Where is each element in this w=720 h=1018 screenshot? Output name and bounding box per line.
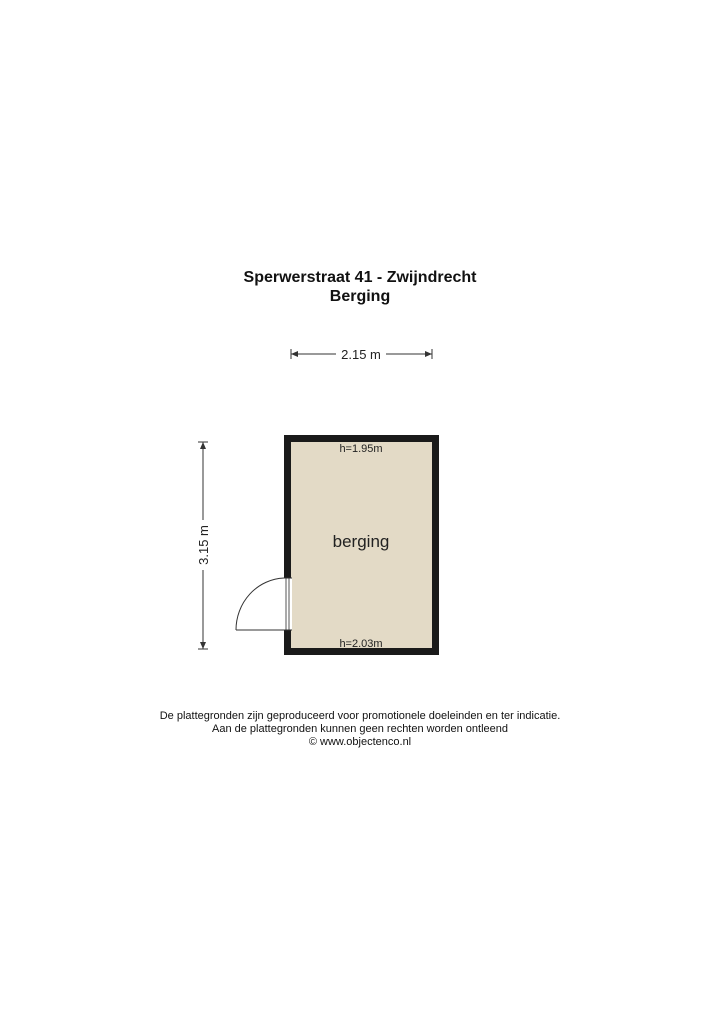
height-top-label: h=1.95m <box>339 443 383 455</box>
disclaimer-line-2: Aan de plattegronden kunnen geen rechten worden ontleend <box>211 723 508 735</box>
page-subtitle: Berging <box>329 288 391 305</box>
depth-dimension <box>196 442 211 649</box>
disclaimer-line-1: De plattegronden zijn geproduceerd voor promotionele doeleinden en ter indicatie. <box>159 710 561 722</box>
width-dimension <box>291 347 432 362</box>
copyright-line: © www.objectenco.nl <box>308 736 412 748</box>
room-berging <box>236 435 439 655</box>
door-opening <box>284 578 292 630</box>
width-dimension-label: 2.15 m <box>341 347 381 362</box>
height-bottom-label: h=2.03m <box>339 638 383 650</box>
page-title: Sperwerstraat 41 - Zwijndrecht <box>243 269 477 286</box>
door-swing-arc <box>236 578 284 630</box>
room-name-label: berging <box>332 532 390 551</box>
depth-dimension-label: 3.15 m <box>196 525 211 565</box>
